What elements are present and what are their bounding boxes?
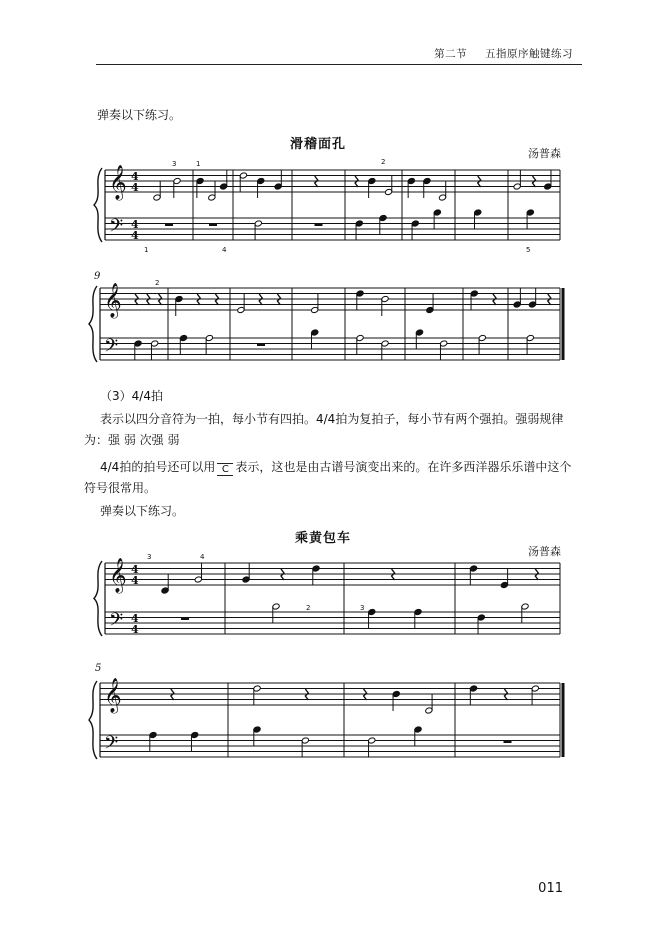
bass-whole-rest (504, 741, 512, 744)
fingering-number: 2 (155, 279, 160, 287)
bass-whole-rest (181, 618, 189, 621)
fingering-number: 4 (222, 246, 227, 254)
treble-time-signature-bottom: 4 (131, 574, 139, 587)
paragraph-1-line-1: 表示以四分音符为一拍，每小节有四拍。4/4拍为复拍子，每小节有两个强拍。强弱规律 (100, 412, 564, 426)
fingering-number: 3 (360, 604, 365, 612)
fingering-number: 1 (144, 246, 149, 254)
page-number: 011 (538, 881, 563, 896)
bass-whole-rest (257, 344, 265, 347)
bass-clef: 𝄢 (104, 733, 119, 758)
bass-time-signature-top: 4 (131, 612, 139, 625)
piece-1-title: 滑稽面孔 (290, 137, 347, 152)
bass-time-signature-top: 4 (131, 218, 139, 231)
bass-clef: 𝄢 (109, 610, 124, 635)
paragraph-2-start: 4/4拍的拍号还可以用 (100, 460, 216, 474)
paragraph-1-line-2: 为：强 弱 次强 弱 (84, 433, 180, 447)
intro-text-2: 弹奏以下练习。 (100, 504, 185, 518)
treble-time-signature-top: 4 (131, 170, 139, 183)
bass-clef: 𝄢 (109, 216, 124, 241)
treble-clef: 𝄞 (109, 165, 127, 200)
grand-staff-brace (89, 681, 97, 759)
treble-clef: 𝄞 (104, 678, 122, 713)
header-section: 第二节 (434, 48, 468, 60)
paragraph-2-line-2: 符号很常用。 (84, 481, 157, 495)
piece-1-composer: 汤普森 (528, 147, 561, 160)
intro-text-1: 弹奏以下练习。 (97, 108, 182, 122)
piece-2-title: 乘黄包车 (295, 531, 352, 546)
treble-time-signature-top: 4 (131, 563, 139, 576)
measure-number-9: 9 (94, 271, 101, 282)
bass-clef: 𝄢 (104, 336, 119, 361)
bass-time-signature-bottom: 4 (131, 229, 139, 242)
paragraph-2-end: 表示，这也是由古谱号演变出来的。在许多西洋器乐乐谱中这个 (235, 460, 572, 474)
treble-time-signature-bottom: 4 (131, 181, 139, 194)
fingering-number: 2 (381, 158, 386, 166)
bass-time-signature-bottom: 4 (131, 623, 139, 636)
piece-2-composer: 汤普森 (528, 545, 561, 558)
bass-whole-rest (209, 224, 217, 227)
fingering-number: 4 (200, 553, 205, 561)
grand-staff-brace (94, 561, 102, 636)
fingering-number: 3 (147, 553, 152, 561)
fingering-number: 5 (526, 246, 531, 254)
treble-clef: 𝄞 (104, 283, 122, 318)
bass-whole-rest (315, 224, 323, 227)
grand-staff-brace (94, 168, 102, 242)
measure-number-5: 5 (95, 663, 102, 674)
bass-whole-rest (165, 224, 173, 227)
grand-staff-brace (89, 286, 97, 362)
treble-clef: 𝄞 (109, 558, 127, 593)
fingering-number: 2 (306, 604, 311, 612)
header-topic: 五指原序触键练习 (485, 48, 573, 60)
fingering-number: 1 (196, 160, 201, 168)
fingering-number: 3 (172, 160, 177, 168)
common-time-symbol: C (217, 463, 233, 476)
section-heading: （3）4/4拍 (100, 389, 163, 403)
